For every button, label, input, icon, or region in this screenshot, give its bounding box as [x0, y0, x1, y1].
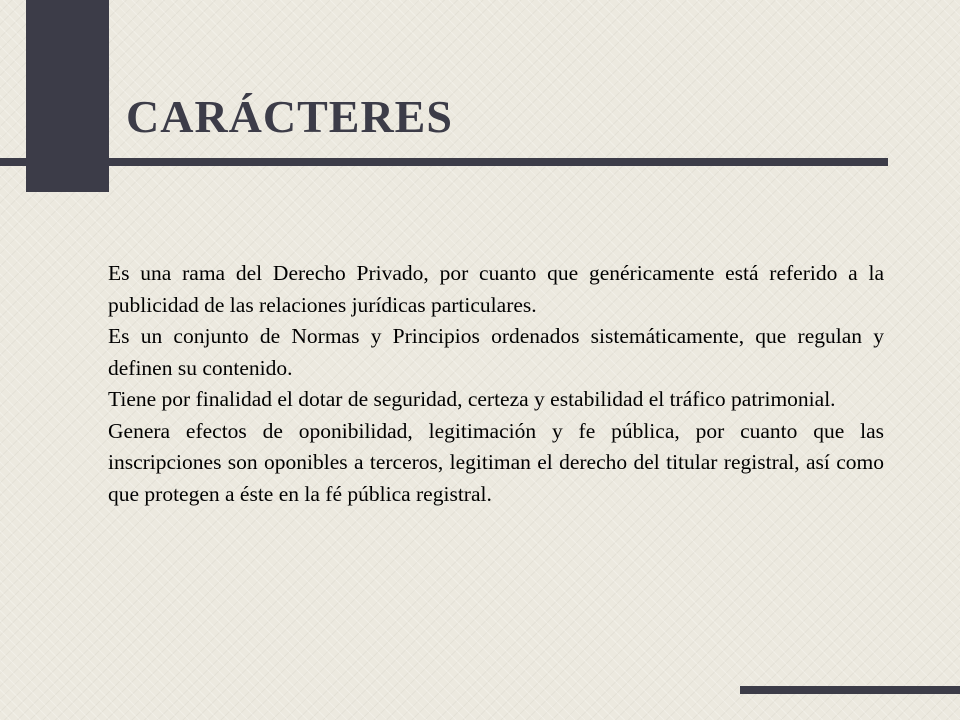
- body-paragraph: Es un conjunto de Normas y Principios ordenados sistemáticamente, que regulan y definen su contenido.: [108, 324, 884, 380]
- slide-title: CARÁCTERES: [126, 91, 453, 142]
- slide-body: [108, 258, 884, 510]
- body-paragraph: Es una rama del Derecho Privado, por cuanto que genéricamente está referido a la publicidad de las relaciones jurídicas particulares.: [108, 261, 884, 317]
- body-paragraph: Tiene por finalidad el dotar de seguridad, certeza y estabilidad el tráfico patrimonial.: [108, 387, 836, 411]
- decorative-bottom-bar: [740, 686, 960, 694]
- body-paragraph: Genera efectos de oponibilidad, legitimación y fe pública, por cuanto que las inscripciones son oponibles a terceros, legitiman el derecho del titular registral, así como que protegen a éste en la fé pública registral.: [108, 418, 884, 506]
- decorative-title-rule: [0, 158, 888, 166]
